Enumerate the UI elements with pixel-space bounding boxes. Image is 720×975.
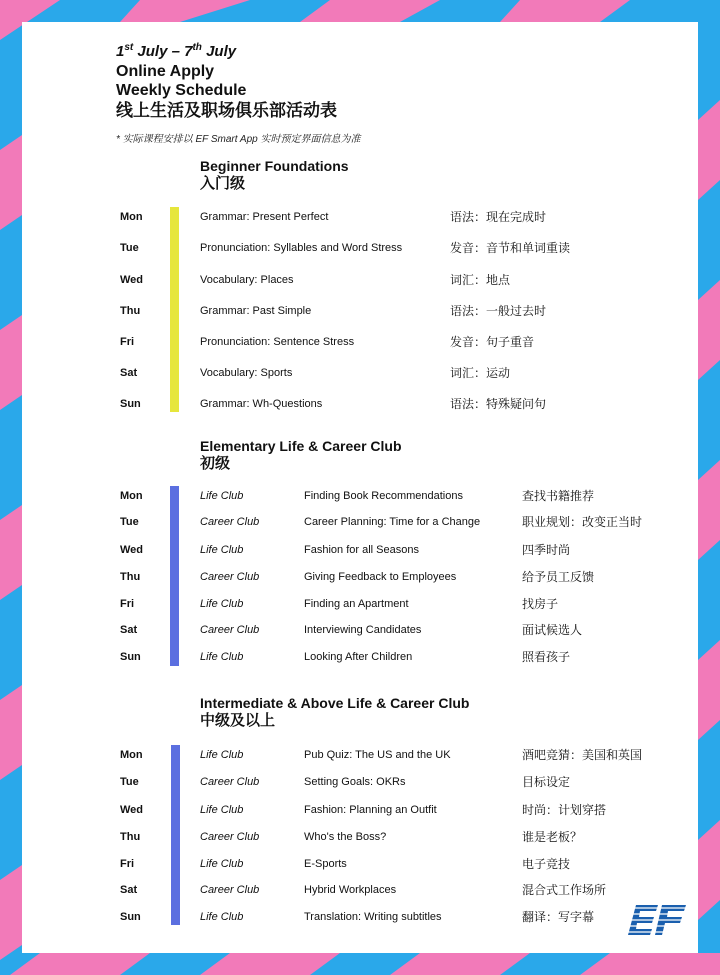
schedule-row — [0, 827, 720, 847]
date-range: 1st July – 7th July — [116, 42, 237, 60]
day-label: Tue — [120, 516, 139, 528]
topic-en: Interviewing Candidates — [304, 624, 422, 636]
topic-en: Hybrid Workplaces — [304, 884, 397, 896]
topic-en: Finding an Apartment — [304, 598, 409, 610]
schedule-row — [0, 620, 720, 640]
schedule-row — [0, 540, 720, 560]
day-label: Mon — [120, 749, 143, 761]
topic-zh: 电子竞技 — [522, 857, 571, 871]
schedule-row — [0, 238, 720, 258]
schedule-row — [0, 394, 720, 414]
day-label: Thu — [120, 571, 141, 583]
ef-logo-icon — [628, 903, 688, 941]
topic-en: Setting Goals: OKRs — [304, 776, 406, 788]
day-label: Sat — [120, 884, 138, 896]
topic-zh: 找房子 — [522, 597, 559, 611]
schedule-row — [0, 301, 720, 321]
topic-zh: 查找书籍推荐 — [522, 489, 595, 503]
section-title-zh: 初级 — [200, 455, 231, 472]
day-label: Fri — [120, 858, 135, 870]
topic-zh: 面试候选人 — [522, 623, 583, 637]
topic-zh: 照看孩子 — [522, 650, 571, 664]
club-type: Life Club — [200, 544, 244, 556]
day-label: Fri — [120, 598, 135, 610]
schedule-header — [116, 38, 536, 122]
section-title-elementary — [200, 437, 402, 473]
schedule-row — [0, 594, 720, 614]
schedule-row — [0, 207, 720, 227]
day-label: Thu — [120, 305, 141, 317]
topic-en: Fashion for all Seasons — [304, 544, 419, 556]
topic-zh: 给予员工反馈 — [522, 570, 595, 584]
topic-zh: 发音：句子重音 — [450, 335, 535, 349]
club-type: Career Club — [200, 831, 260, 843]
topic-en: E-Sports — [304, 858, 347, 870]
topic-en: Translation: Writing subtitles — [304, 911, 442, 923]
section-title-en: Elementary Life & Career Club — [200, 438, 402, 454]
topic-en: Grammar: Wh-Questions — [200, 398, 323, 410]
schedule-row — [0, 567, 720, 587]
schedule-row — [0, 880, 720, 900]
day-label: Wed — [120, 274, 144, 286]
day-label: Sun — [120, 911, 141, 923]
topic-zh: 时尚：计划穿搭 — [522, 803, 607, 817]
schedule-row — [0, 486, 720, 506]
topic-en: Vocabulary: Sports — [200, 367, 293, 379]
topic-en: Who's the Boss? — [304, 831, 387, 843]
topic-zh: 词汇：运动 — [450, 366, 511, 380]
title-weekly-schedule: Weekly Schedule — [116, 82, 247, 99]
club-type: Life Club — [200, 490, 244, 502]
topic-en: Vocabulary: Places — [200, 274, 294, 286]
schedule-row — [0, 745, 720, 765]
club-type: Life Club — [200, 598, 244, 610]
club-type: Life Club — [200, 749, 244, 761]
topic-zh: 语法：特殊疑问句 — [450, 397, 547, 411]
club-type: Career Club — [200, 571, 260, 583]
club-type: Life Club — [200, 858, 244, 870]
club-type: Career Club — [200, 884, 260, 896]
schedule-row — [0, 800, 720, 820]
topic-en: Fashion: Planning an Outfit — [304, 804, 437, 816]
topic-zh: 四季时尚 — [522, 543, 571, 557]
club-type: Career Club — [200, 516, 260, 528]
club-type: Life Club — [200, 804, 244, 816]
day-label: Mon — [120, 490, 143, 502]
club-type: Career Club — [200, 776, 260, 788]
day-label: Sun — [120, 651, 141, 663]
section-title-zh: 入门级 — [200, 175, 246, 192]
topic-en: Pronunciation: Syllables and Word Stress — [200, 242, 403, 254]
day-label: Sat — [120, 624, 138, 636]
day-label: Sun — [120, 398, 141, 410]
day-label: Sat — [120, 367, 138, 379]
section-title-beginner — [200, 157, 349, 193]
day-label: Mon — [120, 211, 143, 223]
schedule-row — [0, 907, 720, 927]
topic-en: Grammar: Present Perfect — [200, 211, 329, 223]
club-type: Life Club — [200, 651, 244, 663]
topic-en: Looking After Children — [304, 651, 413, 663]
section-title-en: Intermediate & Above Life & Career Club — [200, 695, 470, 711]
topic-zh: 混合式工作场所 — [522, 883, 607, 897]
club-type: Life Club — [200, 911, 244, 923]
day-label: Tue — [120, 776, 139, 788]
topic-zh: 谁是老板？ — [522, 830, 583, 844]
title-chinese: 线上生活及职场俱乐部活动表 — [116, 101, 337, 120]
topic-zh: 发音：音节和单词重读 — [450, 241, 571, 255]
schedule-row — [0, 512, 720, 532]
day-label: Tue — [120, 242, 139, 254]
club-type: Career Club — [200, 624, 260, 636]
section-title-intermediate — [200, 694, 469, 730]
schedule-row — [0, 332, 720, 352]
schedule-row — [0, 772, 720, 792]
topic-zh: 词汇：地点 — [450, 273, 511, 287]
topic-zh: 目标设定 — [522, 775, 571, 789]
title-online-apply: Online Apply — [116, 63, 215, 80]
topic-en: Career Planning: Time for a Change — [304, 516, 481, 528]
topic-zh: 职业规划：改变正当时 — [522, 515, 643, 529]
topic-en: Pronunciation: Sentence Stress — [200, 336, 355, 348]
schedule-row — [0, 270, 720, 290]
schedule-row — [0, 363, 720, 383]
day-label: Thu — [120, 831, 141, 843]
day-label: Wed — [120, 804, 144, 816]
topic-en: Giving Feedback to Employees — [304, 571, 457, 583]
topic-zh: 酒吧竞猜：美国和英国 — [522, 748, 643, 762]
day-label: Fri — [120, 336, 135, 348]
section-title-zh: 中级及以上 — [200, 712, 276, 729]
schedule-row — [0, 854, 720, 874]
topic-zh: 语法：现在完成时 — [450, 210, 547, 224]
schedule-row — [0, 647, 720, 667]
topic-en: Finding Book Recommendations — [304, 490, 463, 502]
day-label: Wed — [120, 544, 144, 556]
topic-zh: 翻译：写字幕 — [522, 910, 595, 924]
topic-zh: 语法：一般过去时 — [450, 304, 547, 318]
booking-note: * 实际课程安排以 EF Smart App 实时预定界面信息为准 — [116, 134, 361, 145]
topic-en: Grammar: Past Simple — [200, 305, 312, 317]
topic-en: Pub Quiz: The US and the UK — [304, 749, 451, 761]
section-title-en: Beginner Foundations — [200, 158, 349, 174]
